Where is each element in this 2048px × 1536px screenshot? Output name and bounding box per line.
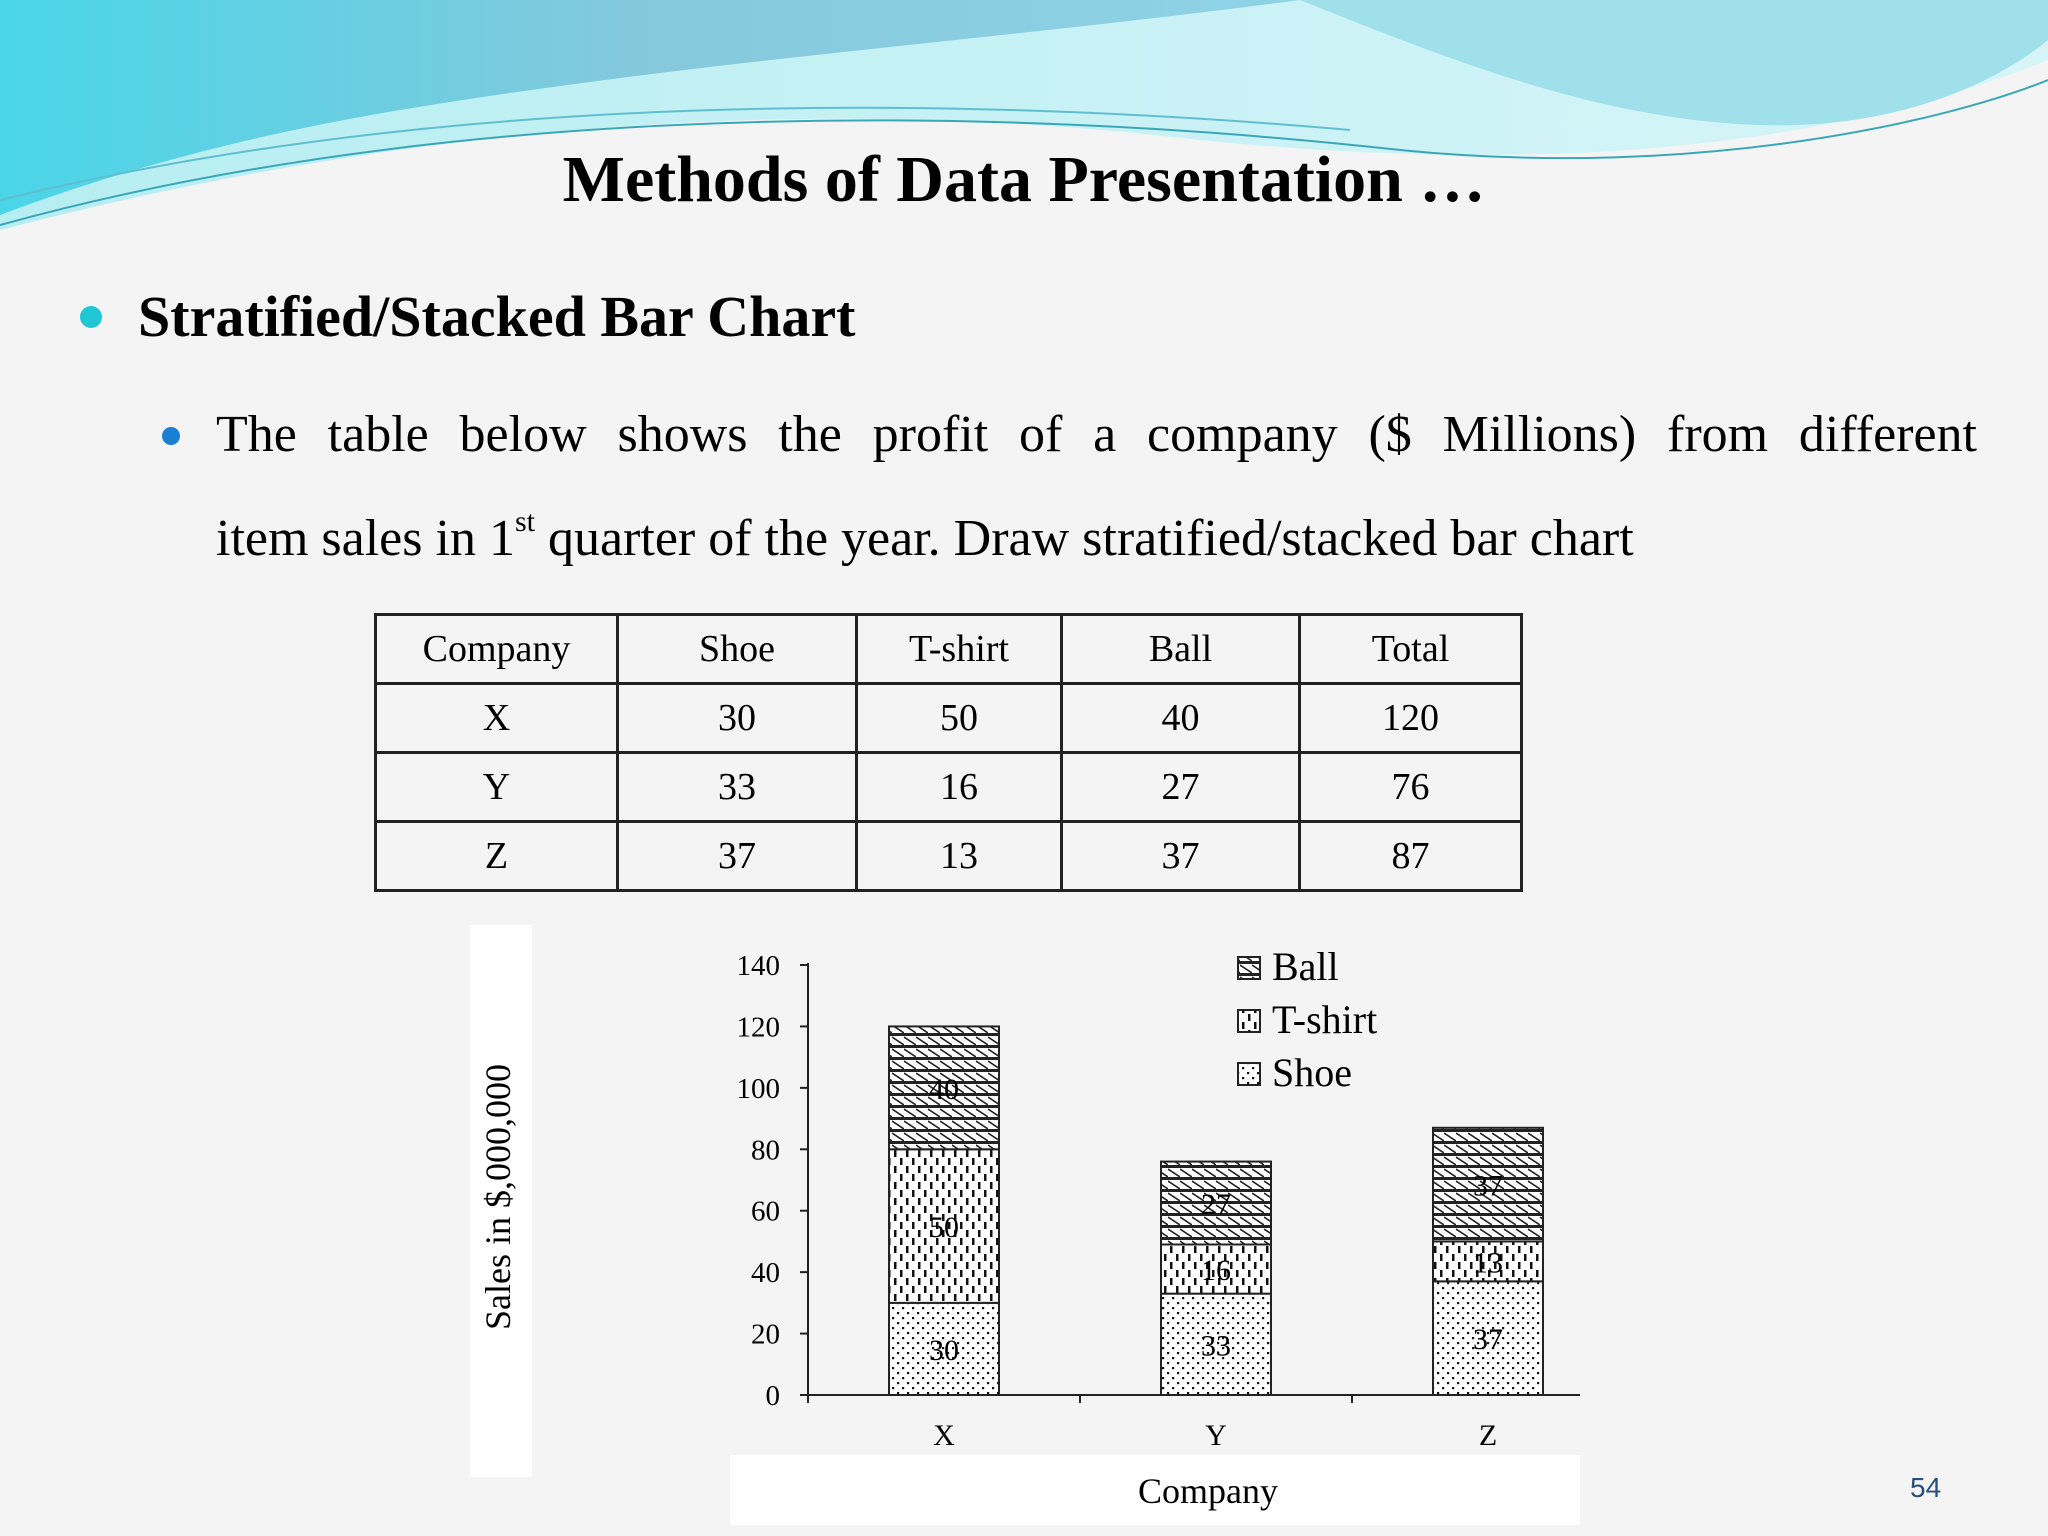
- table-header-cell: Ball: [1062, 615, 1300, 684]
- table-cell: 13: [857, 822, 1062, 891]
- table-header-cell: T-shirt: [857, 615, 1062, 684]
- bar-data-label: 33: [1201, 1329, 1231, 1363]
- table-cell: Y: [376, 753, 618, 822]
- y-tick-label: 100: [736, 1072, 780, 1105]
- table-cell: 120: [1300, 684, 1522, 753]
- y-tick-label: 80: [751, 1134, 780, 1167]
- bullet-dot-icon: [80, 306, 102, 328]
- legend-label: T-shirt: [1272, 997, 1378, 1042]
- table-header-cell: Shoe: [618, 615, 857, 684]
- bar-data-label: 13: [1473, 1246, 1503, 1280]
- table-cell: 40: [1062, 684, 1300, 753]
- table-cell: 37: [1062, 822, 1300, 891]
- bar-data-label: 37: [1473, 1169, 1503, 1203]
- y-tick-label: 40: [751, 1257, 780, 1290]
- legend-swatch-t-shirt: [1238, 1010, 1260, 1032]
- bullet-line2-pre: item sales in 1: [216, 510, 515, 567]
- table-header-cell: Total: [1300, 615, 1522, 684]
- bar-data-label: 30: [929, 1333, 959, 1367]
- table-cell: 16: [857, 753, 1062, 822]
- legend-swatch-shoe: [1238, 1063, 1260, 1085]
- bar-data-label: 27: [1201, 1188, 1231, 1222]
- table-cell: Z: [376, 822, 618, 891]
- table-cell: 27: [1062, 753, 1300, 822]
- x-tick-label: Y: [1205, 1419, 1227, 1452]
- y-tick-label: 140: [736, 950, 780, 982]
- bullet-line2-post: quarter of the year. Draw stratified/stacked bar chart: [534, 510, 1634, 567]
- bar-data-label: 50: [929, 1211, 959, 1245]
- x-axis-title: Company: [1138, 1471, 1278, 1511]
- bullet-dot-icon: [162, 427, 180, 445]
- table-cell: 50: [857, 684, 1062, 753]
- table-cell: 76: [1300, 753, 1522, 822]
- table-cell: 37: [618, 822, 857, 891]
- bullet-level-2-line1: The table below shows the profit of a company ($ Millions) from different: [216, 406, 1977, 463]
- table-row: [376, 822, 1522, 891]
- legend-label: Shoe: [1272, 1050, 1352, 1095]
- slide-title: Methods of Data Presentation …: [562, 143, 1486, 216]
- legend-label: Ball: [1272, 944, 1339, 989]
- bar-data-label: 40: [929, 1072, 959, 1106]
- table-cell: X: [376, 684, 618, 753]
- table-header-row: [376, 615, 1522, 684]
- y-tick-label: 60: [751, 1195, 780, 1228]
- bar-data-label: 37: [1473, 1323, 1503, 1357]
- y-tick-label: 120: [736, 1011, 780, 1044]
- table-cell: 33: [618, 753, 857, 822]
- table-cell: 30: [618, 684, 857, 753]
- y-tick-label: 0: [765, 1380, 780, 1412]
- bullet-level-1: [80, 282, 855, 352]
- profit-table: [374, 613, 1523, 892]
- bullet-level-1-text: Stratified/Stacked Bar Chart: [138, 284, 856, 349]
- y-axis-title: Sales in $,000,000: [478, 1064, 518, 1330]
- bullet-line2-superscript: st: [514, 505, 535, 538]
- bullet-level-2-line2: [216, 499, 1634, 579]
- legend-swatch-ball: [1238, 957, 1260, 979]
- table-row: [376, 753, 1522, 822]
- table-cell: 87: [1300, 822, 1522, 891]
- x-tick-label: Z: [1478, 1419, 1498, 1452]
- table-row: [376, 684, 1522, 753]
- x-tick-label: X: [933, 1419, 955, 1452]
- table-header-cell: Company: [376, 615, 618, 684]
- stacked-bar-chart: [470, 925, 1580, 1525]
- bar-data-label: 16: [1201, 1254, 1231, 1288]
- y-tick-label: 20: [751, 1318, 780, 1351]
- page-number: 54: [1910, 1472, 1942, 1503]
